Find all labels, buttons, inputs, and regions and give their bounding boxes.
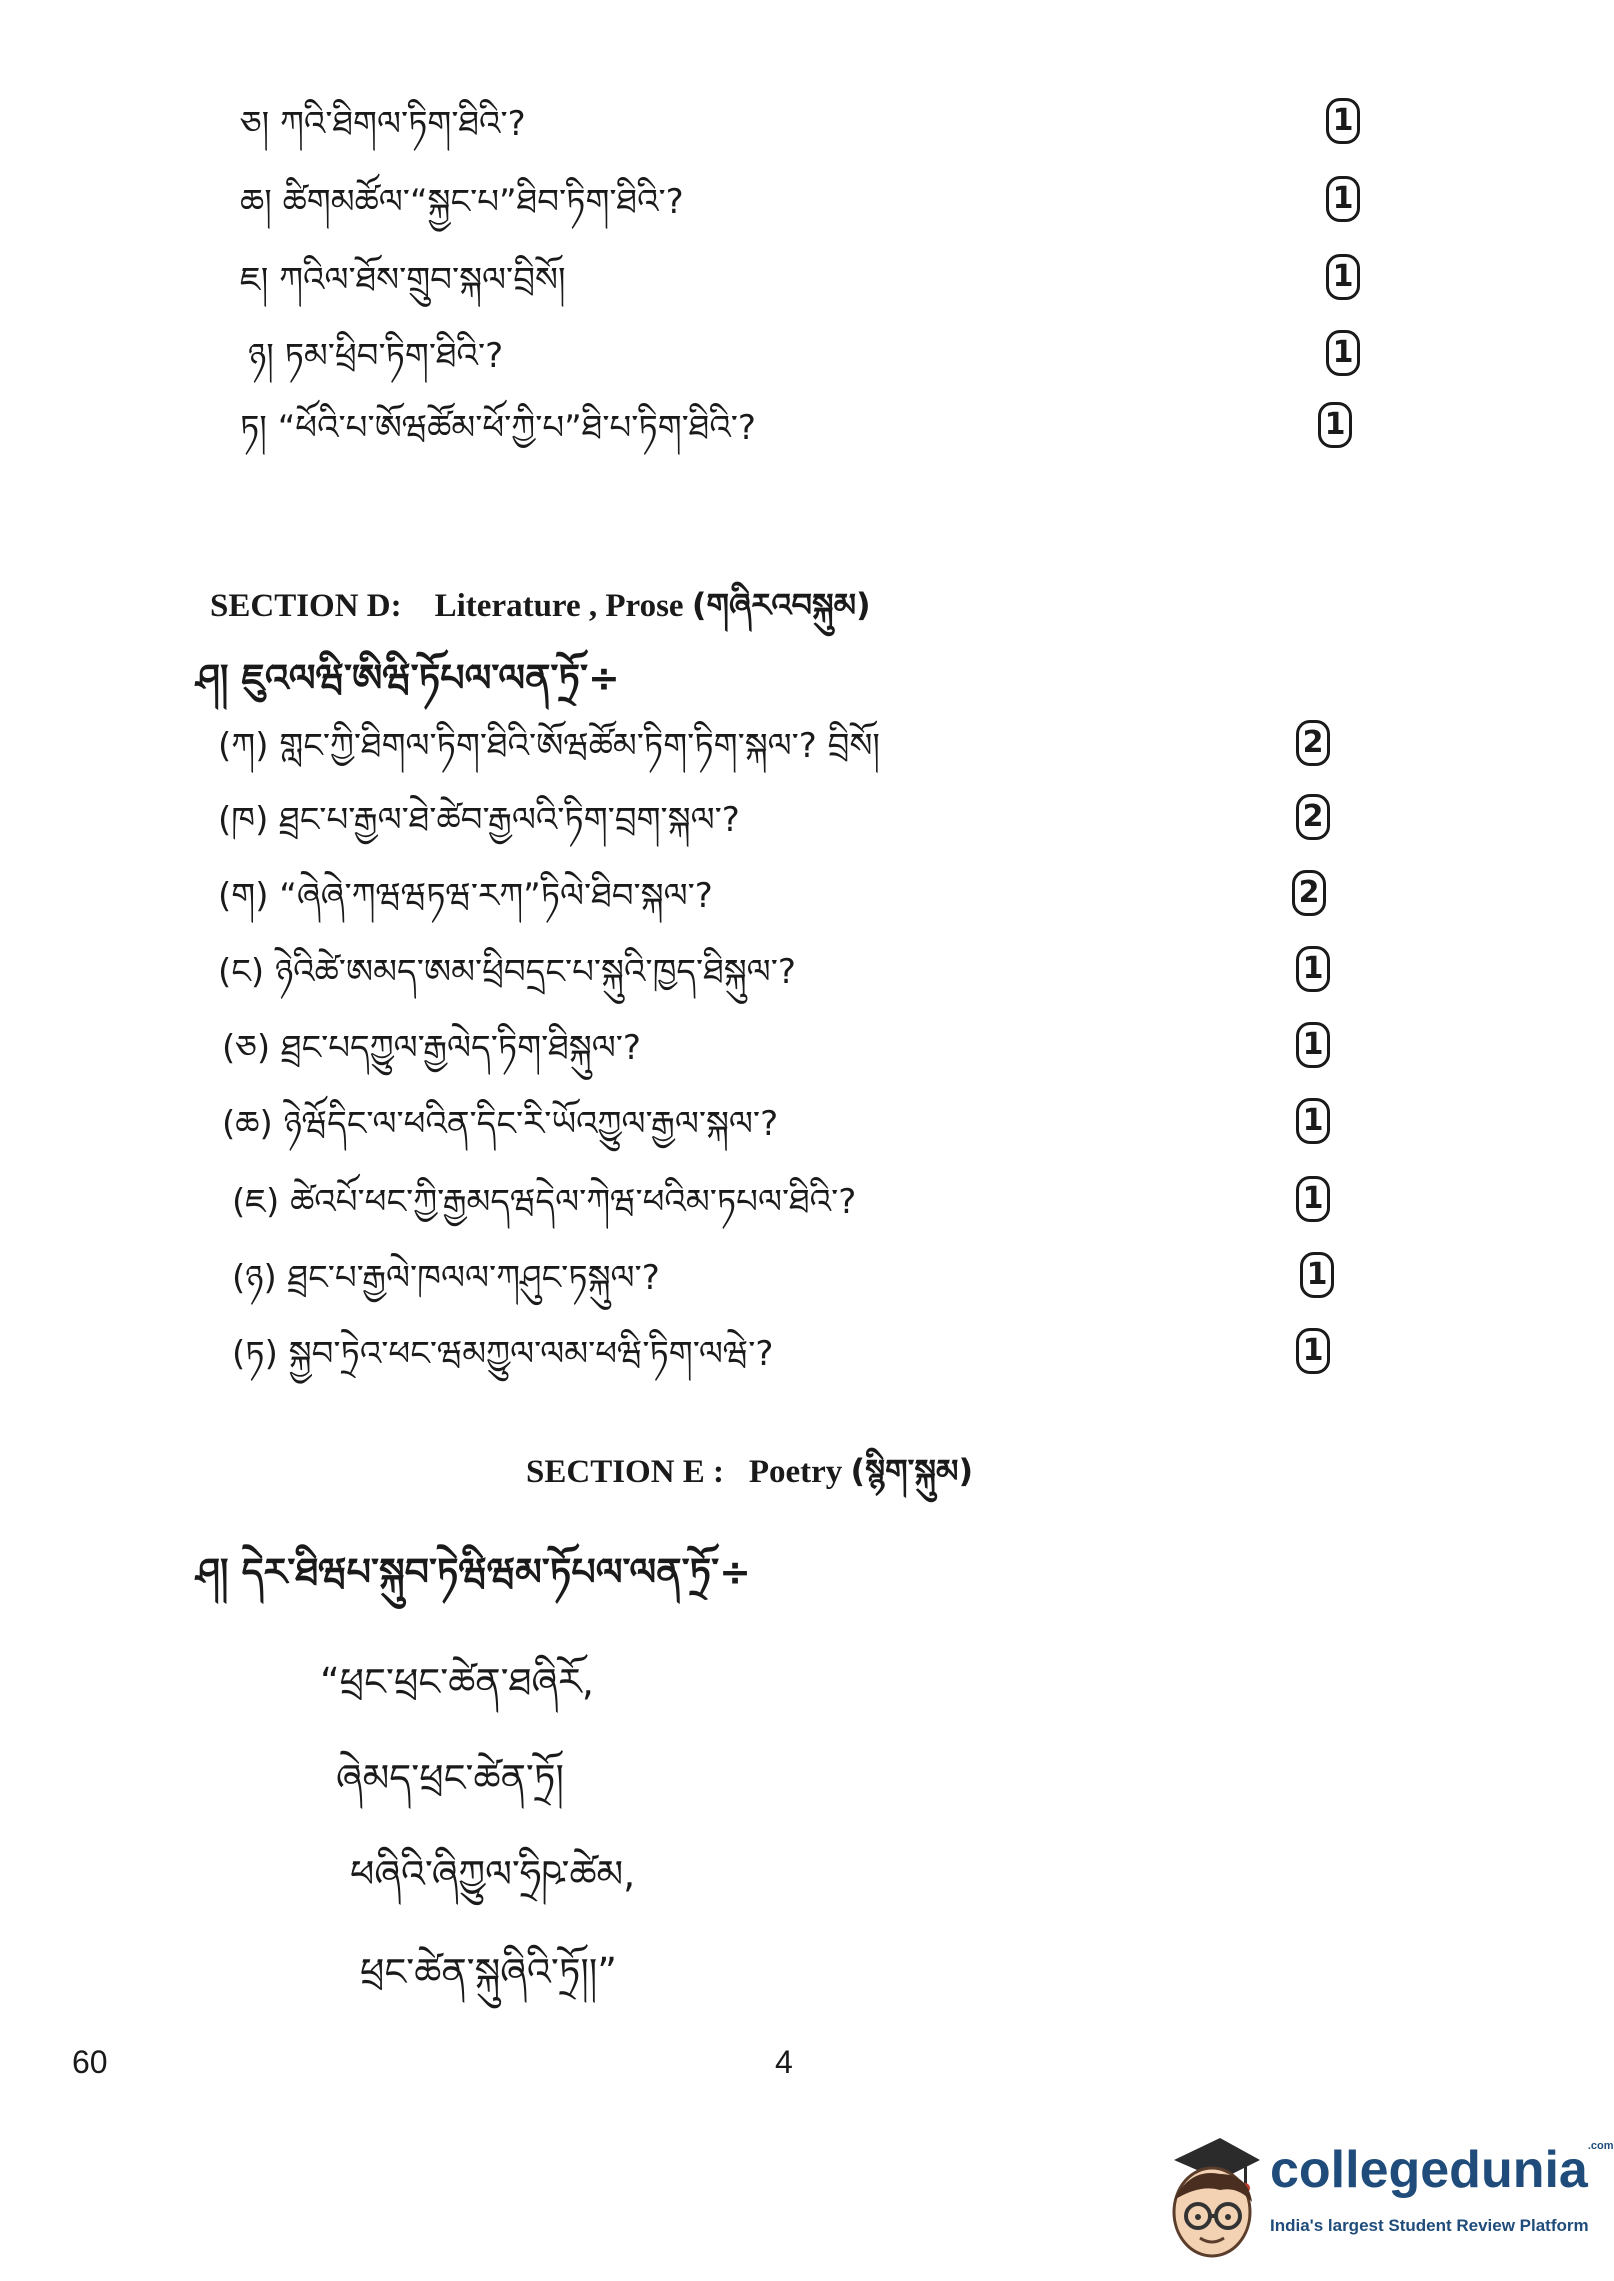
- marks-badge: 2: [1296, 720, 1330, 766]
- marks-badge: 1: [1326, 330, 1360, 376]
- marks-badge: 1: [1300, 1252, 1334, 1298]
- marks-badge: 1: [1296, 1328, 1330, 1374]
- question-text: (ཏ) སྐྱབ་ཏྲེའ་ཕང་ཝམཀྱུལ་ལམ་ཕཝི་ཏིག་ལཝེ་?: [232, 1334, 774, 1374]
- question-text: (ཀ) གླང་ཀྱི་ཐིགལ་ཏིག་ཐིའི་ཨོཝཚོམ་ཏིག་ཏིག་སྐལ་? བྲིསོ།: [218, 726, 880, 766]
- question-row: [0, 716, 1571, 776]
- question-row: [0, 1248, 1571, 1308]
- question-row: [0, 398, 1571, 458]
- question-text: ཏ། “ཕོའི་པ་ཨོཝཚོམ་ཕོ་ཀྱི་པ”ཐི་པ་ཏིག་ཐིའི་?: [240, 408, 756, 448]
- section-d-heading: SECTION D: Literature , Prose (གཞིརའབསྐུམ): [210, 586, 871, 624]
- question-row: [0, 1172, 1571, 1232]
- poem-line: “ཕྲང་ཕྲང་ཚེན་ཐཞིརོ,: [320, 1660, 594, 1704]
- page-code: 60: [72, 2044, 108, 2080]
- marks-badge: 1: [1326, 98, 1360, 144]
- question-text: (ཉ) ཐྲང་པ་རྒྱལེ་ཁལལ་ཀཤུང་ཏསྐུལ་?: [232, 1258, 660, 1298]
- question-row: [0, 94, 1571, 154]
- question-text: ཇ། ཀའིལ་ཐོས་གྲུབ་སྐལ་བྲིསོ།: [240, 260, 566, 300]
- question-row: [0, 790, 1571, 850]
- question-text: ཅ། ཀའི་ཐིགལ་ཏིག་ཐིའི་?: [240, 104, 526, 144]
- marks-badge: 1: [1326, 254, 1360, 300]
- logo-wordmark: collegedunia$^{.com}$: [1270, 2140, 1614, 2199]
- question-row: [0, 1094, 1571, 1154]
- question-row: [0, 326, 1571, 386]
- poem-line: ཕྲང་ཚེན་སྐུཞིའི་ཏྲོ།།”: [360, 1950, 617, 1994]
- question-row: [0, 1018, 1571, 1078]
- question-row: [0, 172, 1571, 232]
- section-d-instruction: ཤ། ཇུའལཝི་ཨིཝི་ཏོཔལ་ལན་ཏྲོ་÷: [196, 656, 620, 700]
- marks-badge: 2: [1292, 870, 1326, 916]
- marks-badge: 1: [1318, 402, 1352, 448]
- marks-badge: 1: [1326, 176, 1360, 222]
- question-text: (ཆ) ཉེཝོདིང་ལ་ཕའིན་དིང་རི་ཡོའཀྱུལ་རྒྱལ་སྐལ་?: [222, 1104, 779, 1144]
- question-row: [0, 1324, 1571, 1384]
- question-text: ཉ། ཏམ་ཕྲིབ་ཏིག་ཐིའི་?: [248, 336, 504, 376]
- marks-badge: 1: [1296, 1022, 1330, 1068]
- marks-badge: 2: [1296, 794, 1330, 840]
- section-e-heading: SECTION E : Poetry (སྙིག་སྐུམ): [526, 1452, 974, 1490]
- marks-badge: 1: [1296, 1098, 1330, 1144]
- question-text: (ཇ) ཚེའཔོ་ཕང་ཀྱི་རྒྱམདཝདེལ་ཀེཝ་ཕའིམ་ཏཔལ་ཐིའི་?: [232, 1182, 857, 1222]
- page-number: 4: [775, 2044, 793, 2080]
- marks-badge: 1: [1296, 1176, 1330, 1222]
- section-e-instruction: ཤ། དེར་ཐིཝཔ་སྐུབ་ཏེཝིཝམ་ཏོཔལ་ལན་ཏྲོ་÷: [196, 1550, 751, 1594]
- logo-tagline: India's largest Student Review Platform: [1270, 2216, 1589, 2235]
- question-text: (ཅ) ཐྲང་པདཀྱུལ་རྒྱལེད་ཏིག་ཐིསྐུལ་?: [222, 1028, 641, 1068]
- mascot-icon: [1160, 2130, 1264, 2270]
- marks-badge: 1: [1296, 946, 1330, 992]
- question-text: ཆ། ཚིགམཚོལ་“སྐྱང་པ”ཐིབ་ཏིག་ཐིའི་?: [240, 182, 684, 222]
- poem-line: ཞེམད་ཕྲང་ཚེན་ཏྲོ།: [336, 1756, 564, 1800]
- question-text: (ང) ཉེའིཚེ་ཨམད་ཨམ་ཕྲིབདྲང་པ་སྐུའི་ཁྱད་ཐིསྐུལ་?: [218, 952, 796, 992]
- question-text: (ཁ) ཐྲང་པ་རྒྱལ་ཐེ་ཚེབ་རྒྱལའི་ཏིག་བྲག་སྐལ་?: [218, 800, 740, 840]
- collegedunia-logo[interactable]: [1160, 2130, 1614, 2270]
- question-row: [0, 866, 1571, 926]
- poem-line: ཕཞིའི་ཞིཀྱུལ་ཧྲིཥ་ཚེམ,: [350, 1852, 636, 1896]
- question-row: [0, 942, 1571, 1002]
- question-text: (ག) “ཞེཞེ་ཀཝཝཏཝ་རཀ”ཏིལེ་ཐིབ་སྐལ་?: [218, 876, 713, 916]
- question-row: [0, 250, 1571, 310]
